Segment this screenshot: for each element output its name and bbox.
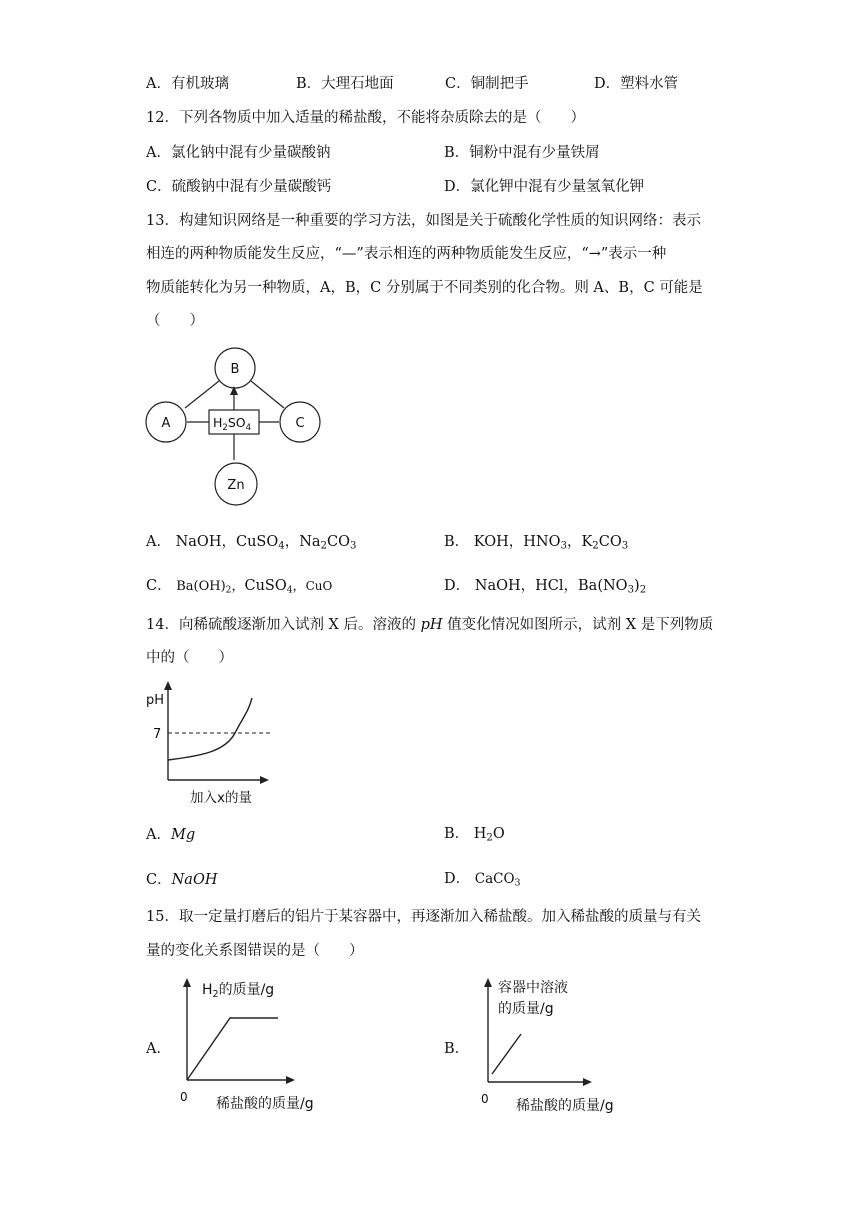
q15-graph-a xyxy=(170,970,340,1118)
node-h2so4-label xyxy=(213,415,251,433)
q13-option-c xyxy=(146,574,332,595)
stem-text: 值变化情况如图所示，试剂 X 是下列物质 xyxy=(442,617,714,633)
y-axis-arrow xyxy=(484,978,492,987)
ph-curve xyxy=(168,698,252,760)
option-letter: D． xyxy=(444,578,471,594)
formula-sub: 4 xyxy=(286,585,293,596)
formula-part: Na xyxy=(299,534,321,550)
formula-part: CuO xyxy=(305,579,333,593)
h2so4-so: SO xyxy=(227,415,246,430)
formula-part: CaCO xyxy=(474,871,515,887)
option-text: 氯化钾中混有少量氢氧化钾 xyxy=(470,179,645,195)
formula-part: Ba(OH) xyxy=(176,579,226,594)
option-letter: C． xyxy=(146,578,172,594)
x-axis-arrow xyxy=(286,1076,295,1084)
q14-stem-line-2: 中的（ ） xyxy=(146,650,233,666)
x-axis-label: 稀盐酸的质量/g xyxy=(216,1096,314,1112)
formula-part: HNO xyxy=(523,534,561,550)
x-axis-label: 稀盐酸的质量/g xyxy=(516,1098,614,1114)
node-a-label: A xyxy=(161,416,171,431)
option-letter: C． xyxy=(445,76,471,92)
option-letter: D． xyxy=(594,76,621,92)
option-text: Mg xyxy=(170,827,196,843)
q13-stem-line-1: 13．构建知识网络是一种重要的学习方法，如图是关于硫酸化学性质的知识网络：表示 xyxy=(146,213,701,229)
formula-part: K xyxy=(581,534,593,550)
formula-sub: 2 xyxy=(639,584,647,596)
q11-option-a xyxy=(146,72,229,93)
formula-part: CO xyxy=(326,534,350,550)
formula-part: NaOH， xyxy=(474,578,536,594)
formula-part: ， xyxy=(566,534,582,550)
option-text: NaOH xyxy=(171,872,218,888)
formula-part: ， xyxy=(284,534,300,550)
formula-part: HCl， xyxy=(535,578,579,594)
option-formula xyxy=(176,534,357,550)
formula-sub: 4 xyxy=(278,540,285,552)
formula-part: CO xyxy=(598,534,622,550)
h2so4-h: H xyxy=(213,415,223,430)
q11-option-b xyxy=(296,72,394,93)
option-text: 铜制把手 xyxy=(470,76,529,92)
q14-option-b xyxy=(444,822,505,843)
option-text: 有机玻璃 xyxy=(170,76,229,92)
solution-mass-line xyxy=(492,1034,521,1074)
formula-part: ， xyxy=(292,579,306,594)
formula-sub: 2 xyxy=(592,540,599,552)
formula-part: CuSO xyxy=(244,578,287,594)
origin-label: 0 xyxy=(481,1092,489,1106)
option-text: 塑料水管 xyxy=(620,76,679,92)
ylabel-sub-2: 2 xyxy=(212,989,219,1000)
option-letter: A． xyxy=(146,145,171,161)
y-axis-arrow xyxy=(164,681,172,690)
option-letter: D． xyxy=(444,179,471,195)
q11-option-d xyxy=(594,72,678,93)
option-formula xyxy=(474,534,628,550)
option-formula xyxy=(176,579,332,594)
option-letter: A． xyxy=(146,534,171,550)
q13-stem-line-3: 物质能转化为另一种物质，A，B，C 分别属于不同类别的化合物。则 A、B，C 可能是 xyxy=(146,280,703,296)
formula-part: ) xyxy=(634,578,640,594)
q13-knowledge-network-diagram xyxy=(140,340,340,510)
h2so4-sub-2: 2 xyxy=(222,423,228,433)
formula-sub: 2 xyxy=(486,832,493,844)
q13-option-d xyxy=(444,574,646,595)
q13-option-a xyxy=(146,530,356,551)
stem-text: 14．向稀硫酸逐渐加入试剂 X 后。溶液的 xyxy=(146,617,421,633)
option-letter: A． xyxy=(146,76,171,92)
ylabel-rest: 的质量/g xyxy=(218,982,275,998)
option-formula xyxy=(474,826,505,842)
node-zn-label: Zn xyxy=(227,478,245,493)
y-axis-arrow xyxy=(183,978,191,987)
formula-sub: 3 xyxy=(514,877,521,889)
formula-sub: 3 xyxy=(621,540,629,552)
formula-part: KOH， xyxy=(473,534,524,550)
option-text: 铜粉中混有少量铁屑 xyxy=(469,145,600,161)
ylabel-h: H xyxy=(202,982,213,998)
q14-option-d xyxy=(444,867,521,888)
option-text: 大理石地面 xyxy=(321,76,394,92)
formula-part: NaOH， xyxy=(175,534,236,550)
formula-sub: 3 xyxy=(349,540,357,552)
stem-ph: pH xyxy=(420,617,443,633)
formula-part: Ba(NO xyxy=(578,578,628,594)
option-letter: A． xyxy=(146,827,171,843)
option-letter: B． xyxy=(296,76,322,92)
formula-sub: 2 xyxy=(320,540,327,552)
y-axis-label-line-2: 的质量/g xyxy=(498,1001,554,1017)
edge-b-a xyxy=(185,381,219,408)
origin-label: 0 xyxy=(180,1090,188,1104)
formula-part: O xyxy=(492,826,505,842)
q12-option-b xyxy=(444,141,600,162)
formula-sub: 3 xyxy=(627,584,635,596)
option-letter: C． xyxy=(146,872,172,888)
option-letter: B． xyxy=(444,826,470,842)
option-text: 硫酸钠中混有少量碳酸钙 xyxy=(171,179,332,195)
y-axis-label xyxy=(202,982,274,1000)
node-b-label: B xyxy=(230,362,240,377)
q13-option-b xyxy=(444,530,628,551)
q13-stem-line-4: （ ） xyxy=(146,313,204,329)
x-axis-arrow xyxy=(260,776,269,784)
h2so4-sub-4: 4 xyxy=(245,423,252,433)
q14-option-a xyxy=(146,823,195,844)
x-axis-label: 加入x的量 xyxy=(190,790,252,806)
q15-option-a-letter: A． xyxy=(146,1041,171,1057)
q15-option-b-letter: B． xyxy=(444,1041,470,1057)
q12-stem: 12．下列各物质中加入适量的稀盐酸，不能将杂质除去的是（ ） xyxy=(146,110,585,126)
option-letter: B． xyxy=(444,145,470,161)
q15-graph-b xyxy=(470,970,640,1118)
option-text: 氯化钠中混有少量碳酸钠 xyxy=(170,145,331,161)
option-letter: D． xyxy=(444,871,471,887)
formula-part: CuSO xyxy=(235,534,279,550)
formula-sub: 2 xyxy=(225,585,232,596)
option-formula xyxy=(475,578,646,594)
option-letter: B． xyxy=(444,534,470,550)
q13-stem-line-2: 相连的两种物质能发生反应，“—”表示相连的两种物质能发生反应，“→”表示一种 xyxy=(146,246,667,262)
node-c-label: C xyxy=(295,416,305,431)
q15-stem-line-1: 15．取一定量打磨后的铝片于某容器中，再逐渐加入稀盐酸。加入稀盐酸的质量与有关 xyxy=(146,909,701,925)
q14-option-c xyxy=(146,868,217,889)
q14-ph-graph xyxy=(140,676,280,808)
y-axis-label: pH xyxy=(146,693,165,708)
q15-stem-line-2: 量的变化关系图错误的是（ ） xyxy=(146,943,364,959)
formula-part: ， xyxy=(231,579,245,594)
x-axis-arrow xyxy=(583,1078,592,1086)
h2-mass-line xyxy=(187,1018,278,1080)
option-letter: C． xyxy=(146,179,172,195)
formula-sub: 3 xyxy=(560,540,567,552)
q12-option-c xyxy=(146,175,331,196)
ph-7-label: 7 xyxy=(153,727,162,742)
option-formula xyxy=(475,871,521,887)
y-axis-label-line-1: 容器中溶液 xyxy=(498,980,568,996)
q12-option-d xyxy=(444,175,644,196)
q12-option-a xyxy=(146,141,330,162)
formula-part: H xyxy=(473,826,487,842)
q11-option-c xyxy=(445,72,529,93)
q14-stem-line-1 xyxy=(146,613,713,634)
edge-b-c xyxy=(251,381,284,408)
